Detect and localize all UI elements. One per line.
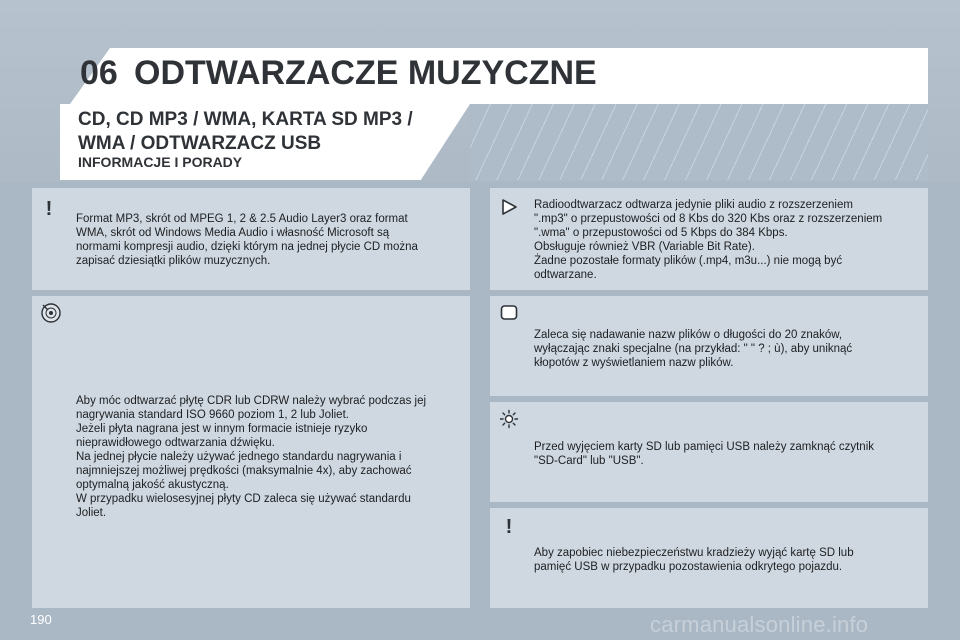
watermark: carmanualsonline.info [650, 612, 869, 637]
chapter-number: 06 [80, 54, 118, 92]
tip-text-cd-recording: Aby móc odtwarzać płytę CDR lub CDRW należy wybrać podczas jej nagrywania standard ISO 9660 poziom 1, 2 lub Joliet. Jeżeli płyta nagrana jest w innym formacie istnieje ryzyko nieprawidłowego odtwarzania dźwięku. Na jednej płycie należy używać jednego standardu nagrywania i najmniejszej możliwej prędkości (maksymalnie 4x), aby zachować optymalną jakość akustyczną. W przypadku wielosesyjnej płyty CD zaleca się używać standardu Joliet. [76, 395, 427, 519]
chapter-title: ODTWARZACZE MUZYCZNE [134, 54, 597, 92]
exclamation-icon: ! [45, 197, 53, 220]
header-hatch-decoration [470, 104, 928, 180]
disc-icon [40, 302, 62, 324]
section-subtitle: INFORMACJE I PORADY [78, 154, 243, 170]
tip-text-theft: Aby zapobiec niebezpieczeństwu kradzieży wyjąć kartę SD lub pamięć USB w przypadku pozostawienia odkrytego pojazdu. [534, 547, 854, 573]
tip-text-mp3-format: Format MP3, skrót od MPEG 1, 2 & 2.5 Audio Layer3 oraz format WMA, skrót od Windows Media Audio i własność Microsoft są normami kompresji audio, dzięki którym na jednej płycie CD można zapisać dziesiątki plików muzycznych. [76, 213, 418, 267]
tip-text-supported-formats: Radioodtwarzacz odtwarza jedynie pliki audio z rozszerzeniem ".mp3" o przepustowości od 8 Kbs do 320 Kbs oraz z rozszerzeniem ".wma" o przepustowości od 5 Kbps do 384 Kbps. Obsługuje również VBR (Variable Bit Rate). Żadne pozostałe formaty plików (.mp4, m3u...) nie mogą być odtwarzane. [534, 199, 883, 281]
tip-text-file-names: Zaleca się nadawanie nazw plików o długości do 20 znaków, wyłączając znaki specjalne (na przykład: " " ? ; ù), aby uniknąć kłopotów z wyświetlaniem nazw plików. [534, 329, 853, 369]
tip-text-remove-card: Przed wyjęciem karty SD lub pamięci USB należy zamknąć czytnik "SD-Card" lub "USB". [534, 441, 875, 467]
section-title: CD, CD MP3 / WMA, KARTA SD MP3 / WMA / ODTWARZACZ USB [78, 109, 413, 154]
rounded-square-icon [498, 302, 520, 324]
page-number: 190 [30, 612, 52, 627]
exclamation-icon: ! [505, 515, 513, 538]
sun-icon [498, 408, 520, 430]
play-icon [498, 196, 520, 218]
